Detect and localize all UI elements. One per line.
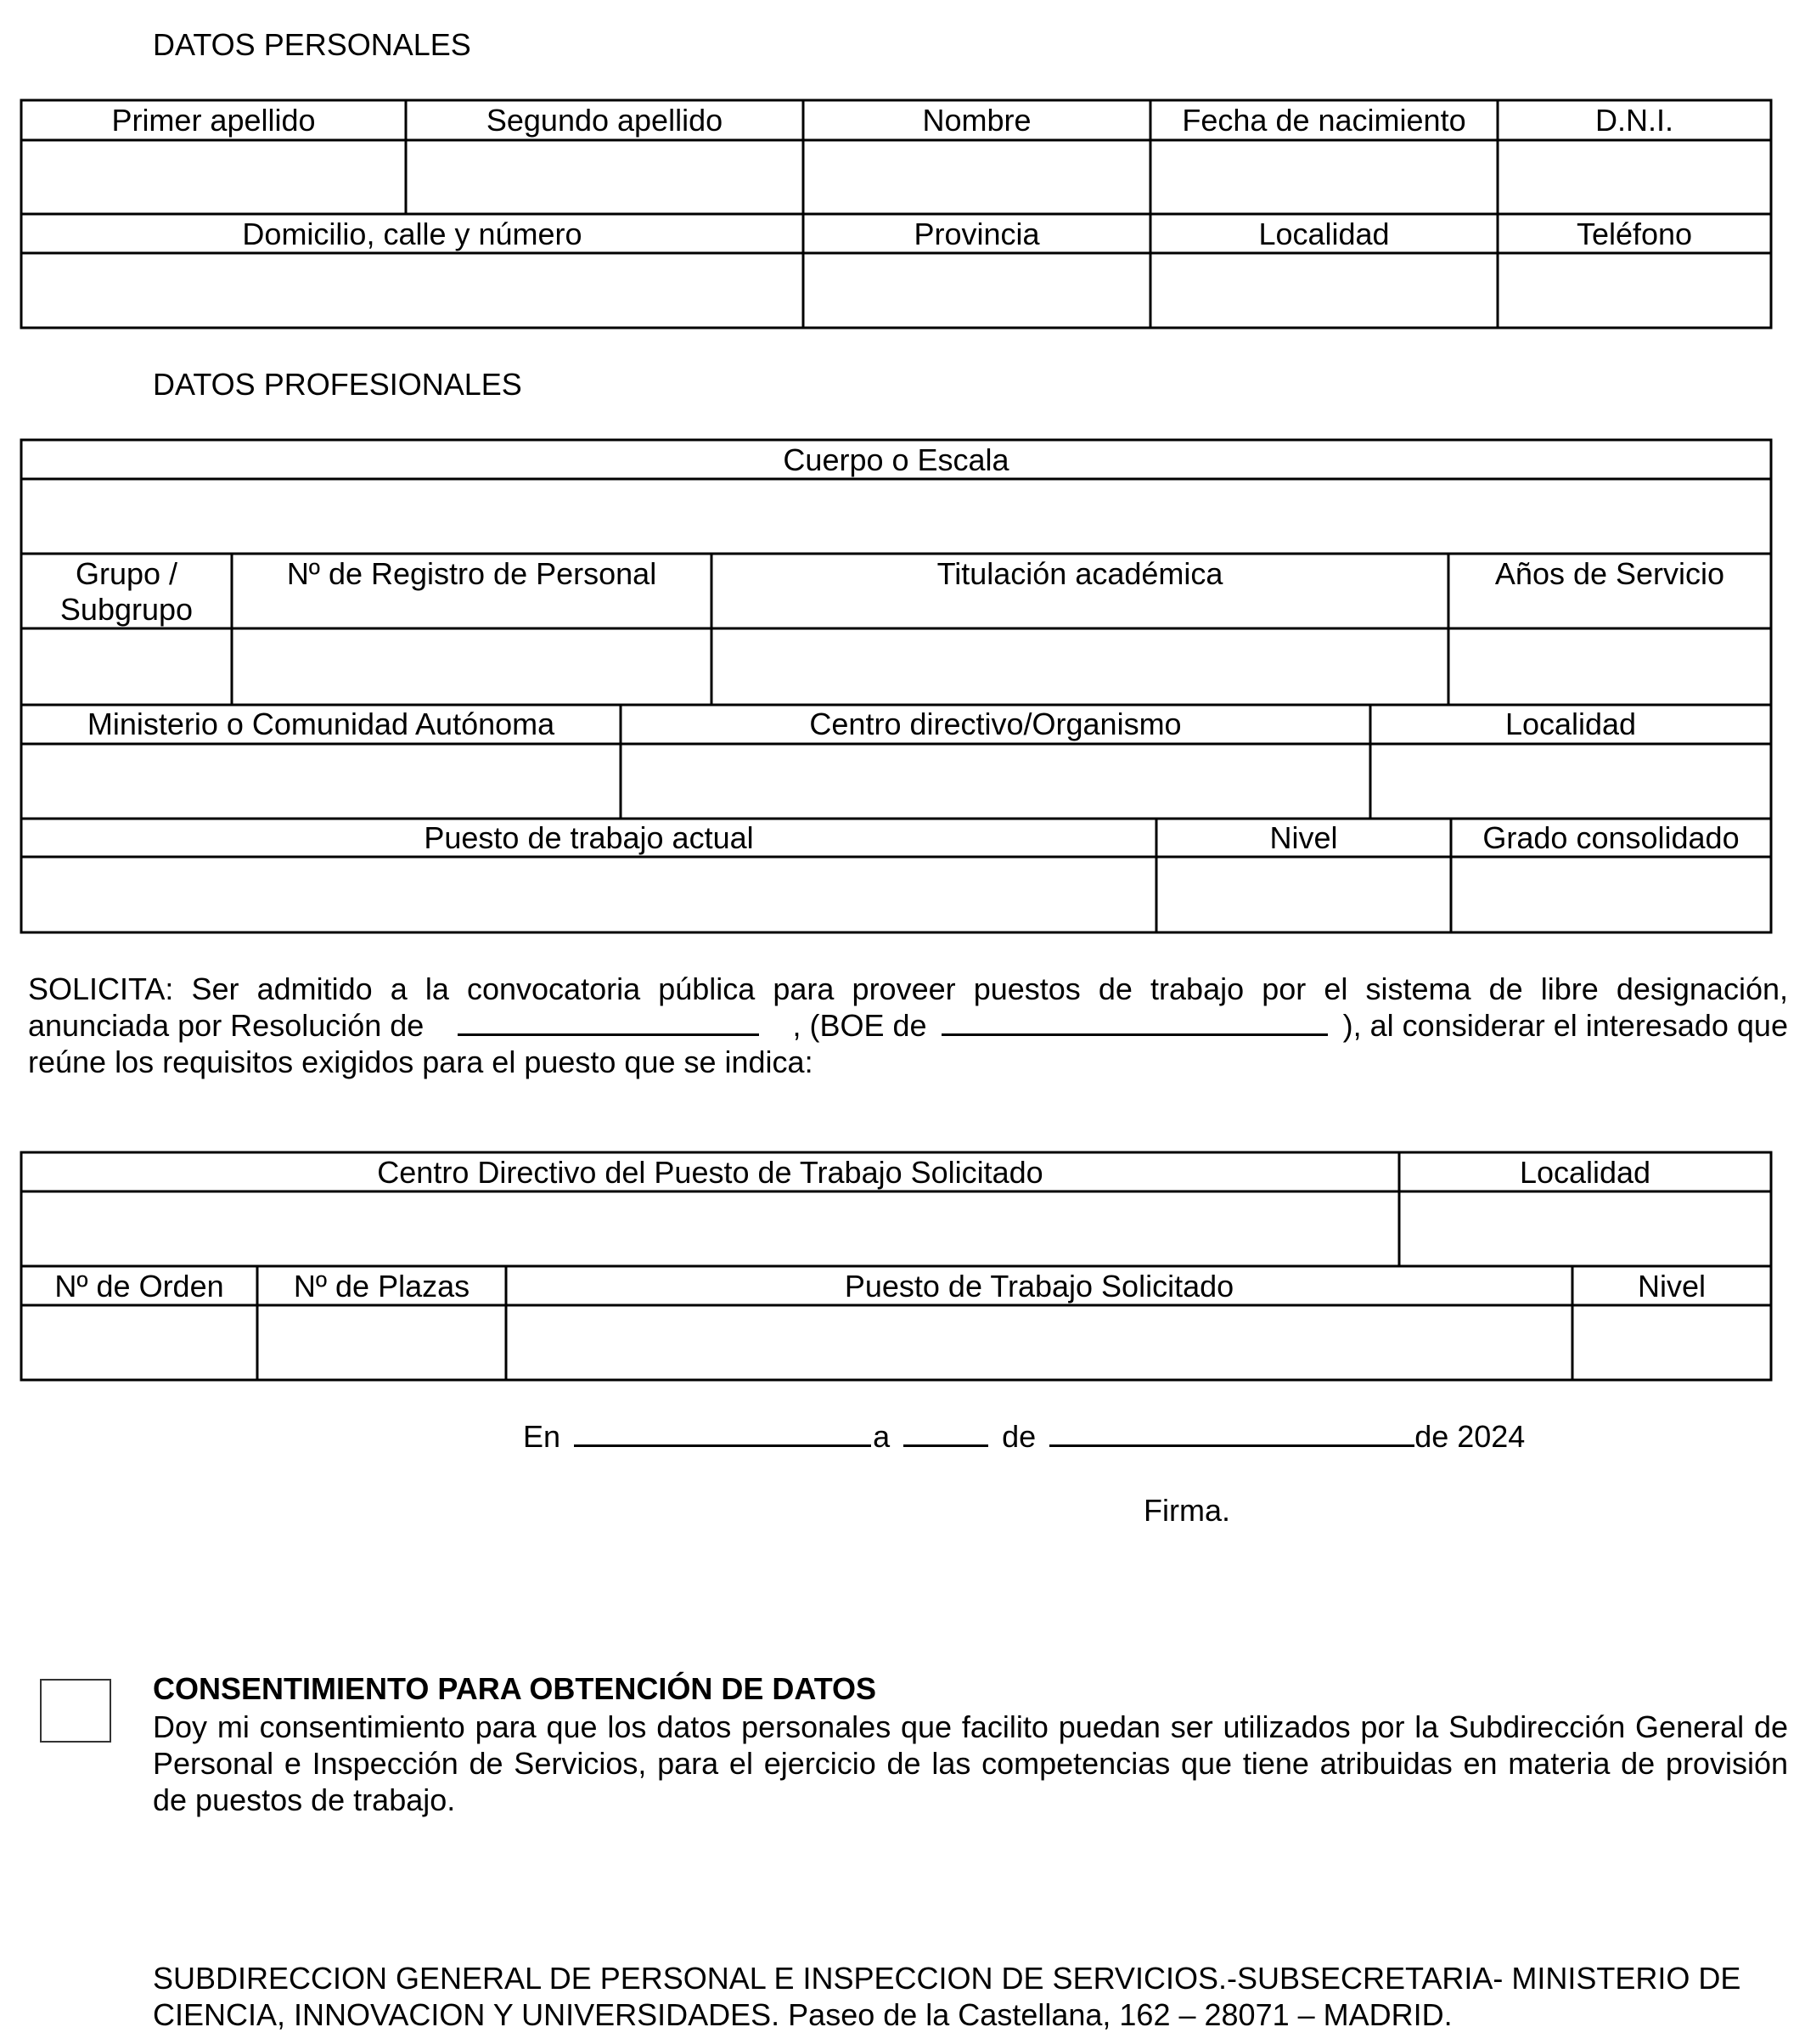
profesional-heading: DATOS PROFESIONALES [153,367,522,402]
fecha-a-label: a [873,1419,891,1454]
telefono-field[interactable] [1499,255,1769,326]
header-grupo-subgrupo-line1: Grupo / [75,556,178,591]
registro-personal-field[interactable] [233,630,710,703]
footer-line2: CIENCIA, INNOVACION Y UNIVERSIDADES. Paseo de la Castellana, 162 – 28071 – MADRID. [153,1997,1453,2032]
header-anos-servicio: Años de Servicio [1494,556,1725,591]
solicita-line2 [28,1007,1788,1044]
fecha-year-label: de 2024 [1414,1419,1526,1454]
anos-servicio-field[interactable] [1450,630,1769,703]
ministerio-field[interactable] [23,746,619,817]
boe-date-blank[interactable] [942,1008,1328,1036]
solicita-resolucion-label: anunciada por Resolución de [28,1008,425,1043]
header-segundo-apellido: Segundo apellido [486,103,723,138]
segundo-apellido-field[interactable] [408,142,801,212]
consent-title: CONSENTIMIENTO PARA OBTENCIÓN DE DATOS [153,1671,877,1706]
nivel-solicitado-field[interactable] [1574,1307,1769,1378]
header-registro-personal: Nº de Registro de Personal [286,556,657,591]
localidad-profesional-field[interactable] [1372,746,1769,817]
solicita-line3: reúne los requisitos exigidos para el puesto que se indica: [28,1045,813,1079]
footer-line1: SUBDIRECCION GENERAL DE PERSONAL E INSPECCION DE SERVICIOS.-SUBSECRETARIA- MINISTERIO DE [153,1961,1741,1996]
header-grado-consolidado: Grado consolidado [1482,820,1740,855]
domicilio-field[interactable] [23,255,801,326]
consent-body: Doy mi consentimiento para que los datos personales que facilito puedan ser utilizados por la Subdirección General de Personal e Inspección de Servicios, para el ejercicio de las competencias que tiene atribuidas en materia de provisión de puestos de trabajo. [153,1709,1788,1817]
solicita-line1: SOLICITA: Ser admitido a la convocatoria pública para proveer puestos de trabajo por el sistema de libre designación, [28,971,1788,1006]
footer-address [153,1960,1791,2033]
puesto-actual-field[interactable] [23,859,1155,931]
header-titulacion: Titulación académica [936,556,1223,591]
grado-consolidado-field[interactable] [1453,859,1769,931]
header-domicilio: Domicilio, calle y número [242,217,582,251]
header-puesto-solicitado: Puesto de Trabajo Solicitado [844,1269,1234,1304]
numero-orden-field[interactable] [23,1307,256,1378]
header-localidad: Localidad [1258,217,1390,251]
header-telefono: Teléfono [1576,217,1693,251]
header-cuerpo-escala: Cuerpo o Escala [783,442,1009,477]
solicita-line2-end: ), al considerar el interesado que [1342,1008,1788,1043]
personal-heading: DATOS PERSONALES [153,27,471,62]
header-fecha-nacimiento: Fecha de nacimiento [1182,103,1466,138]
header-dni: D.N.I. [1594,103,1673,138]
numero-plazas-field[interactable] [259,1307,504,1378]
resolucion-date-blank[interactable] [458,1008,759,1036]
grupo-subgrupo-field[interactable] [23,630,230,703]
localidad-field[interactable] [1152,255,1496,326]
puesto-solicitado-field[interactable] [508,1307,1571,1378]
header-localidad-profesional: Localidad [1504,707,1637,741]
header-centro-directivo: Centro directivo/Organismo [809,707,1182,741]
header-ministerio: Ministerio o Comunidad Autónoma [87,707,555,741]
solicita-paragraph [28,971,1788,1080]
titulacion-field[interactable] [713,630,1447,703]
centro-directivo-field[interactable] [622,746,1369,817]
header-puesto-actual: Puesto de trabajo actual [424,820,754,855]
header-provincia: Provincia [914,217,1040,251]
cuerpo-escala-field[interactable] [23,481,1769,552]
header-nivel: Nivel [1269,820,1338,855]
header-numero-orden: Nº de Orden [54,1269,224,1304]
dni-field[interactable] [1499,142,1769,212]
header-centro-solicitado: Centro Directivo del Puesto de Trabajo Solicitado [377,1155,1043,1190]
fecha-line [523,1418,1525,1456]
fecha-de-label: de [1002,1419,1037,1454]
nivel-field[interactable] [1158,859,1449,931]
consent-checkbox[interactable] [40,1679,111,1743]
header-numero-plazas: Nº de Plazas [293,1269,470,1304]
lugar-blank[interactable] [574,1419,871,1447]
header-primer-apellido: Primer apellido [111,103,316,138]
firma-label: Firma. [1144,1493,1230,1528]
primer-apellido-field[interactable] [23,142,404,212]
localidad-solicitado-field[interactable] [1401,1193,1769,1264]
header-grupo-subgrupo-line2: Subgrupo [59,592,194,627]
fecha-en-label: En [523,1419,561,1454]
solicita-boe-label: , (BOE de [792,1008,927,1043]
fecha-nacimiento-field[interactable] [1152,142,1496,212]
header-nombre: Nombre [922,103,1032,138]
nombre-field[interactable] [805,142,1149,212]
provincia-field[interactable] [805,255,1149,326]
header-localidad-solicitado: Localidad [1519,1155,1651,1190]
centro-solicitado-field[interactable] [23,1193,1397,1264]
dia-blank[interactable] [903,1419,988,1447]
mes-blank[interactable] [1049,1419,1414,1447]
header-nivel-solicitado: Nivel [1637,1269,1706,1304]
